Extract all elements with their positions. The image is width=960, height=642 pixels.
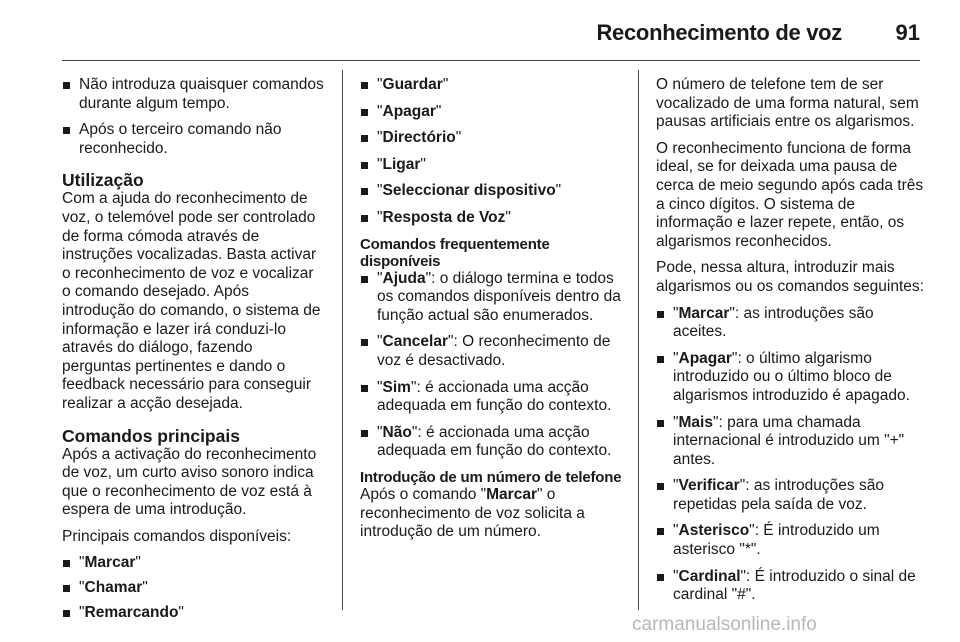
paragraph: Após a activação do reconhecimento de voz, um curto aviso sonoro indica que o reconhecimento de voz está à espera de uma introdução. [62, 445, 317, 519]
list-item: "Apagar": o último algarismo introduzido ou o último bloco de algarismos introduzido é apagado. [656, 350, 924, 406]
command-name: Apagar [678, 349, 732, 367]
list-item: "Asterisco": É introduzido um asterisco "*". [656, 522, 924, 559]
paragraph: Principais comandos disponíveis: [62, 527, 292, 545]
list-item: "Cardinal": É introduzido o sinal de cardinal "#". [656, 568, 924, 605]
paragraph: Pode, nessa altura, introduzir mais algarismos ou os comandos seguintes: [656, 259, 924, 295]
list-item: Após o terceiro comando não reconhecido. [62, 121, 324, 158]
column-1 [62, 76, 324, 628]
command-name: Sim [382, 378, 411, 396]
list-item: "Cancelar": O reconhecimento de voz é desactivado. [360, 333, 624, 370]
list-item: "Mais": para uma chamada internacional é introduzido um "+" antes. [656, 414, 924, 470]
list-item: "Sim": é accionada uma acção adequada em função do contexto. [360, 379, 624, 416]
command-description: : as introduções são aceites. [673, 304, 874, 341]
list-item: "Marcar" [62, 554, 324, 573]
command-description: : O reconhecimento de voz é desactivado. [377, 333, 611, 369]
paragraph: Com a ajuda do reconhecimento de voz, o telemóvel pode ser controlado de forma cómoda através de instruções vocalizadas. Basta activar o reconhecimento de voz e vocalizar o comando desejado. Após introdução do comando, o sistema de informação e lazer irá conduzi-lo através do diálogo, fazendo perguntas pertinentes e dando o feedback necessário para conseguir realizar a acção desejada. [62, 190, 321, 412]
list-item: "Resposta de Voz" [360, 209, 624, 228]
list-item: "Seleccionar dispositivo" [360, 182, 624, 201]
command-description: : as introduções são repetidas pela saída de voz. [673, 477, 884, 513]
subheading-phone-number: Introdução de um número de telefone [360, 468, 622, 486]
list-item: "Directório" [360, 129, 624, 148]
column-divider-1 [342, 70, 343, 610]
subheading-frequent-commands: Comandos frequentemente disponíveis [360, 235, 550, 270]
column-2 [360, 76, 624, 550]
section-heading-comandos: Comandos principais [62, 425, 240, 446]
command-name: Resposta de Voz [382, 208, 506, 226]
column-divider-2 [638, 70, 639, 610]
command-description: : é accionada uma acção adequada em função do contexto. [377, 378, 612, 415]
command-description: : o diálogo termina e todos os comandos disponíveis dentro da função actual são enumerados. [377, 269, 621, 324]
list-item: "Apagar" [360, 103, 624, 122]
list-item: "Não": é accionada uma acção adequada em função do contexto. [360, 424, 624, 461]
list-item: "Verificar": as introduções são repetidas pela saída de voz. [656, 477, 924, 514]
command-name: Não [382, 423, 412, 441]
list-item: Não introduza quaisquer comandos durante algum tempo. [62, 76, 324, 113]
paragraph [360, 486, 624, 542]
list-item: "Guardar" [360, 76, 624, 95]
command-name: Marcar [84, 554, 136, 572]
command-name: Apagar [382, 102, 436, 120]
command-description: : é accionada uma acção adequada em função do contexto. [377, 423, 612, 460]
command-name: Directório [382, 129, 456, 147]
command-name: Verificar [678, 477, 740, 495]
command-name: Ligar [382, 155, 421, 173]
list-item: "Chamar" [62, 579, 324, 598]
paragraph: O número de telefone tem de ser vocalizado de uma forma natural, sem pausas artificiais entre os algarismos. [656, 76, 919, 131]
page-header [0, 0, 960, 60]
text-fragment: " o reconhecimento de voz solicita a introdução de um número. [360, 485, 585, 541]
list-item: "Marcar": as introduções são aceites. [656, 305, 924, 342]
page-number: 91 [895, 20, 920, 45]
command-name: Guardar [382, 76, 443, 93]
list-item: "Ligar" [360, 156, 624, 175]
list-item: "Ajuda": o diálogo termina e todos os comandos disponíveis dentro da função actual são enumerados. [360, 270, 624, 326]
paragraph: O reconhecimento funciona de forma ideal, se for deixada uma pausa de cerca de meio segundo após cada três a cinco dígitos. O sistema de informação e lazer repete, então, os algarismos reconhecidos. [656, 139, 924, 250]
command-name: Mais [678, 413, 713, 431]
command-description: : É introduzido um asterisco "*". [673, 522, 880, 559]
watermark: carmanualsonline.info [632, 614, 817, 635]
page-title: Reconhecimento de voz [596, 20, 842, 45]
command-description: : para uma chamada internacional é introduzido um "+" antes. [673, 413, 905, 468]
command-name: Seleccionar dispositivo [382, 182, 556, 200]
command-name: Cancelar [382, 333, 448, 351]
column-3 [656, 76, 924, 613]
section-heading-utilizacao: Utilização [62, 170, 144, 191]
command-name: Asterisco [678, 522, 750, 540]
command-name: Marcar [486, 485, 537, 503]
command-description: : o último algarismo introduzido ou o último bloco de algarismos introduzido é apagado. [673, 349, 910, 404]
command-name: Remarcando [84, 603, 179, 621]
command-description: : É introduzido o sinal de cardinal "#". [673, 567, 916, 604]
command-name: Cardinal [678, 567, 741, 585]
command-name: Chamar [84, 579, 143, 597]
header-rule [62, 60, 920, 61]
list-item: "Remarcando" [62, 604, 324, 623]
command-name: Marcar [678, 304, 730, 322]
command-name: Ajuda [382, 269, 426, 287]
text-fragment: Após o comando " [360, 485, 487, 503]
